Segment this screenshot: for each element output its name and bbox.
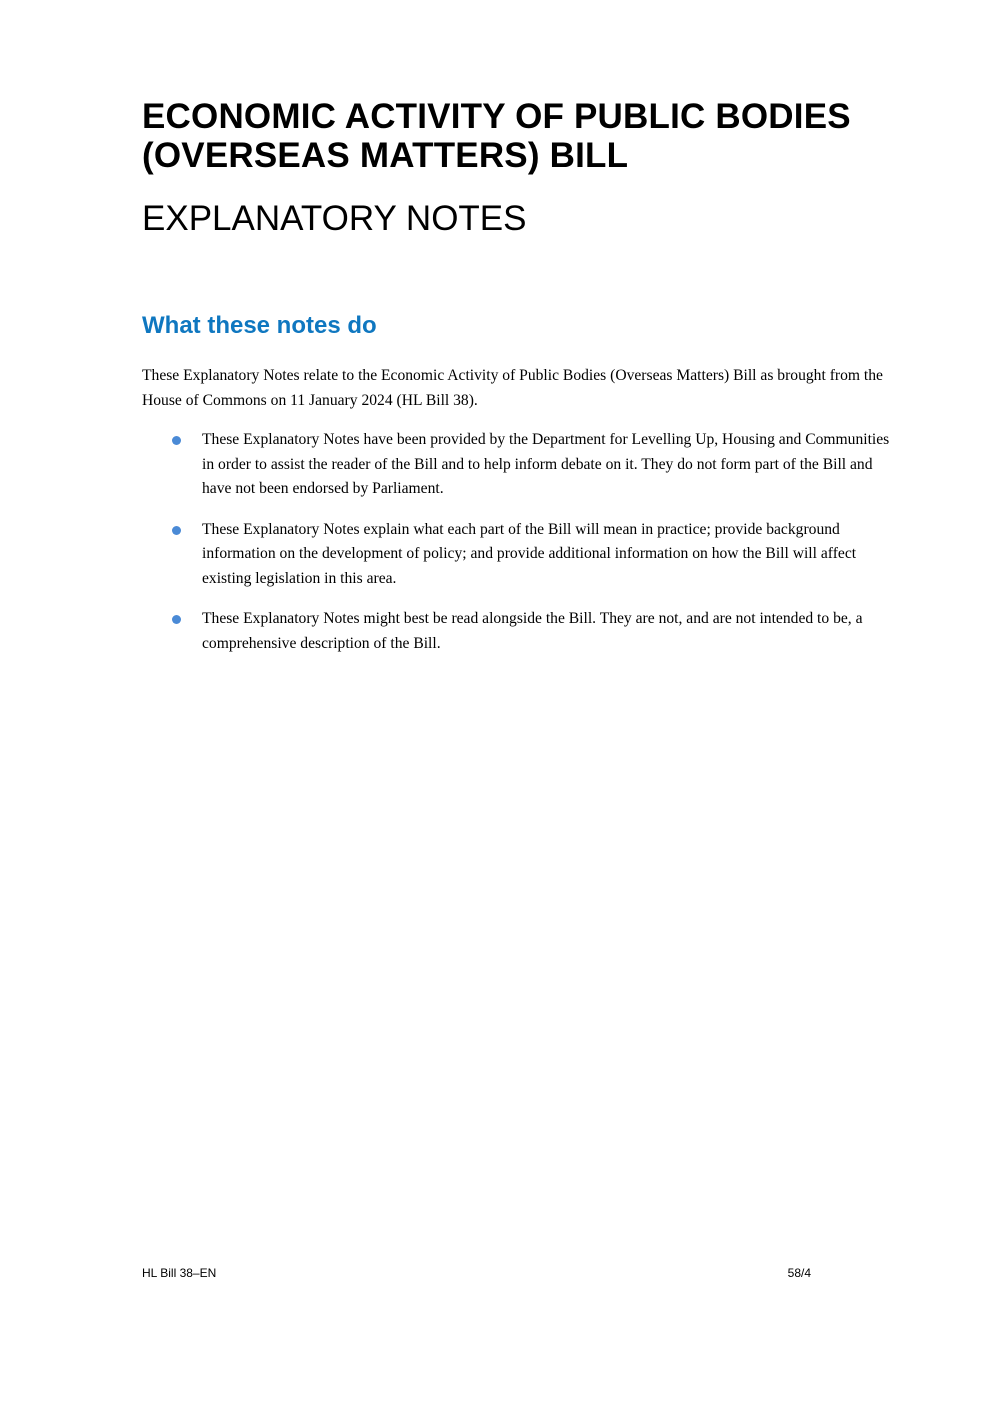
bullet-icon [172,436,181,445]
footer-bill-reference: HL Bill 38–EN [142,1266,217,1280]
list-item [142,607,902,656]
list-item [142,428,902,502]
list-item-text: These Explanatory Notes might best be read alongside the Bill. They are not, and are not intended to be, a comprehensive description of the Bill. [202,610,863,652]
bill-title-line-2: (OVERSEAS MATTERS) BILL [142,136,629,175]
list-item-text: These Explanatory Notes explain what each part of the Bill will mean in practice; provide background information on the development of policy; and provide additional information on how the Bill will affect existing legislation in this area. [202,520,857,587]
bill-title [142,97,922,175]
list-item [142,518,902,592]
document-subtitle: EXPLANATORY NOTES [142,199,527,238]
bullet-icon [172,526,181,535]
bullet-icon [172,615,181,624]
intro-paragraph: These Explanatory Notes relate to the Economic Activity of Public Bodies (Overseas Matters) Bill as brought from the House of Commons on 11 January 2024 (HL Bill 38). [142,367,883,409]
bullet-list [142,428,902,672]
bill-title-line-1: ECONOMIC ACTIVITY OF PUBLIC BODIES [142,97,851,136]
list-item-text: These Explanatory Notes have been provided by the Department for Levelling Up, Housing and Communities in order to assist the reader of the Bill and to help inform debate on it. They do not form part of the Bill and have not been endorsed by Parliament. [202,431,890,497]
section-heading: What these notes do [142,312,377,339]
footer-page-number: 58/4 [787,1266,811,1280]
